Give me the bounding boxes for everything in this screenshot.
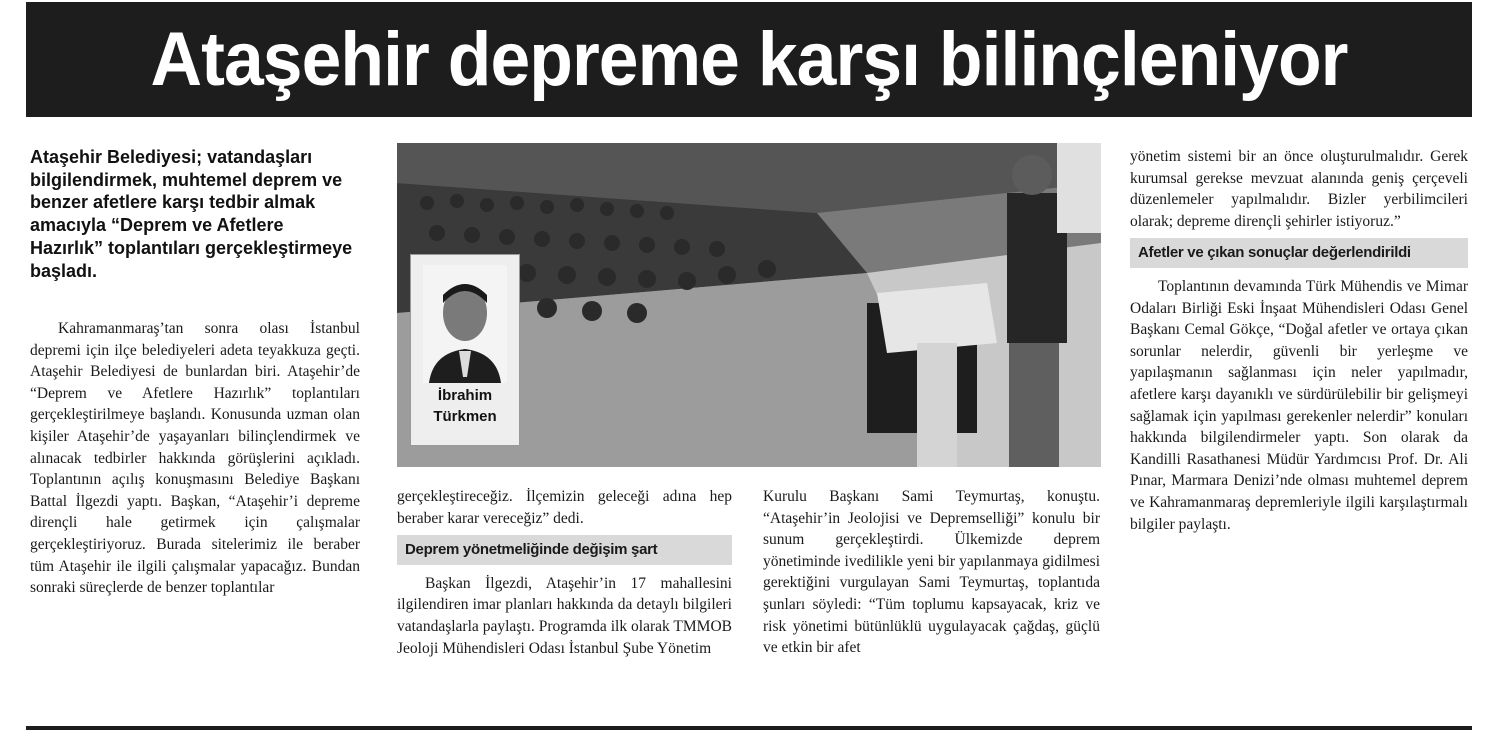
bottom-rule bbox=[26, 726, 1472, 730]
column-1-body: Kahramanmaraş’tan sonra olası İstanbul depremi için ilçe belediyeleri adeta teyakkuza geçti. Ataşehir Belediyesi de bunlardan biri. Ataşehir’de “Deprem ve Afetlere Hazırlık” toplantıları gerçekleştirilmeye başlandı. Konusunda uzman olan kişiler Ataşehir’de yaşayanları bilinçlendirmek ve alınacak tedbirler hakkında görüşlerini açıkladı. Toplantının açılış konuşmasını Belediye Başkanı Battal İlgezdi yaptı. Başkan, “Ataşehir’i depreme dirençli hale getirmek için çalışmalar gerçekleştiriyoruz. Burada sitelerimiz ile beraber tüm Ataşehir ile ilgili çalışmalar yapacağız. Bundan sonraki süreçlerde de benzer toplantılar bbox=[30, 320, 360, 597]
author-first-name: İbrahim bbox=[437, 387, 493, 404]
column-4-paragraph-2: Toplantının devamında Türk Mühendis ve Mimar Odaları Birliği Eski İnşaat Mühendisleri Odası Genel Başkanı Cemal Gökçe, “Doğal afetler ve ortaya çıkan sorunlar nelerdir, güvenli bir yerleşme ve yapılaşmanın sağlanması için neler yapılmadır, afetlere karşı dayanıklı ve sürdürülebilir bir gelişmeyi sağlamak için yapılması gerekenler nelerdir” konuları hakkında bilgilendirmeler yaptı. Son olarak da Kandilli Rasathanesi Müdür Yardımcısı Prof. Dr. Ali Pınar, Marmara Denizi’nde olması muhtemel deprem ve Kahramanmaraş depremleriyle ilgili karşılaştırmalı bilgiler paylaştı. bbox=[1130, 277, 1468, 533]
author-portrait-illustration bbox=[423, 265, 507, 383]
column-2 bbox=[397, 486, 732, 659]
headline: Ataşehir depreme karşı bilinçleniyor bbox=[150, 17, 1348, 102]
column-3-paragraph-1: Kurulu Başkanı Sami Teymurtaş, konuştu. “Ataşehir’in Jeolojisi ve Depremselliği” konulu bir sunum gerçekleştirdi. Ülkemizde deprem yönetiminde ivedilikle yeni bir yapılanmaya gidilmesi gerektiğini vurgulayan Sami Teymurtaş, toplantıda şunları söyledi: “Tüm toplumu kapsayacak, kriz ve risk yönetimi bütünlüklü uygulayacak çağdaş, güçlü ve etkin bir afet bbox=[763, 488, 1100, 657]
column-2-subheading: Deprem yönetmeliğinde değişim şart bbox=[397, 535, 732, 565]
author-portrait bbox=[423, 265, 507, 383]
column-2-paragraph-2: Başkan İlgezdi, Ataşehir’in 17 mahallesini ilgilendiren imar planları hakkında da detaylı bilgileri vatandaşlarla paylaştı. Programda ilk olarak TMMOB Jeoloji Mühendisleri Odası İstanbul Şube Yönetim bbox=[397, 574, 732, 657]
column-4-paragraph-1: yönetim sistemi bir an önce oluşturulmalıdır. Gerek kurumsal gerekse mevzuat alanında geniş çerçeveli düzenlemeler yapılmalıdır. Bizler yerbilimcileri olarak; depreme dirençli şehirler istiyoruz.” bbox=[1130, 148, 1468, 230]
column-2-paragraph-1: gerçekleştireceğiz. İlçemizin geleceği adına hep beraber karar vereceğiz” dedi. bbox=[397, 488, 732, 527]
author-last-name: Türkmen bbox=[433, 408, 497, 425]
column-1 bbox=[30, 318, 360, 599]
column-3 bbox=[763, 486, 1100, 659]
lead-paragraph: Ataşehir Belediyesi; vatandaşları bilgilendirmek, muhtemel deprem ve benzer afetlere karşı tedbir almak amacıyla “Deprem ve Afetlere Hazırlık” toplantıları gerçekleştirmeye başladı. bbox=[30, 147, 353, 281]
author-photo bbox=[410, 254, 520, 446]
column-4-subheading: Afetler ve çıkan sonuçlar değerlendirildi bbox=[1130, 238, 1468, 268]
column-4 bbox=[1130, 146, 1468, 535]
author-name bbox=[411, 385, 519, 427]
